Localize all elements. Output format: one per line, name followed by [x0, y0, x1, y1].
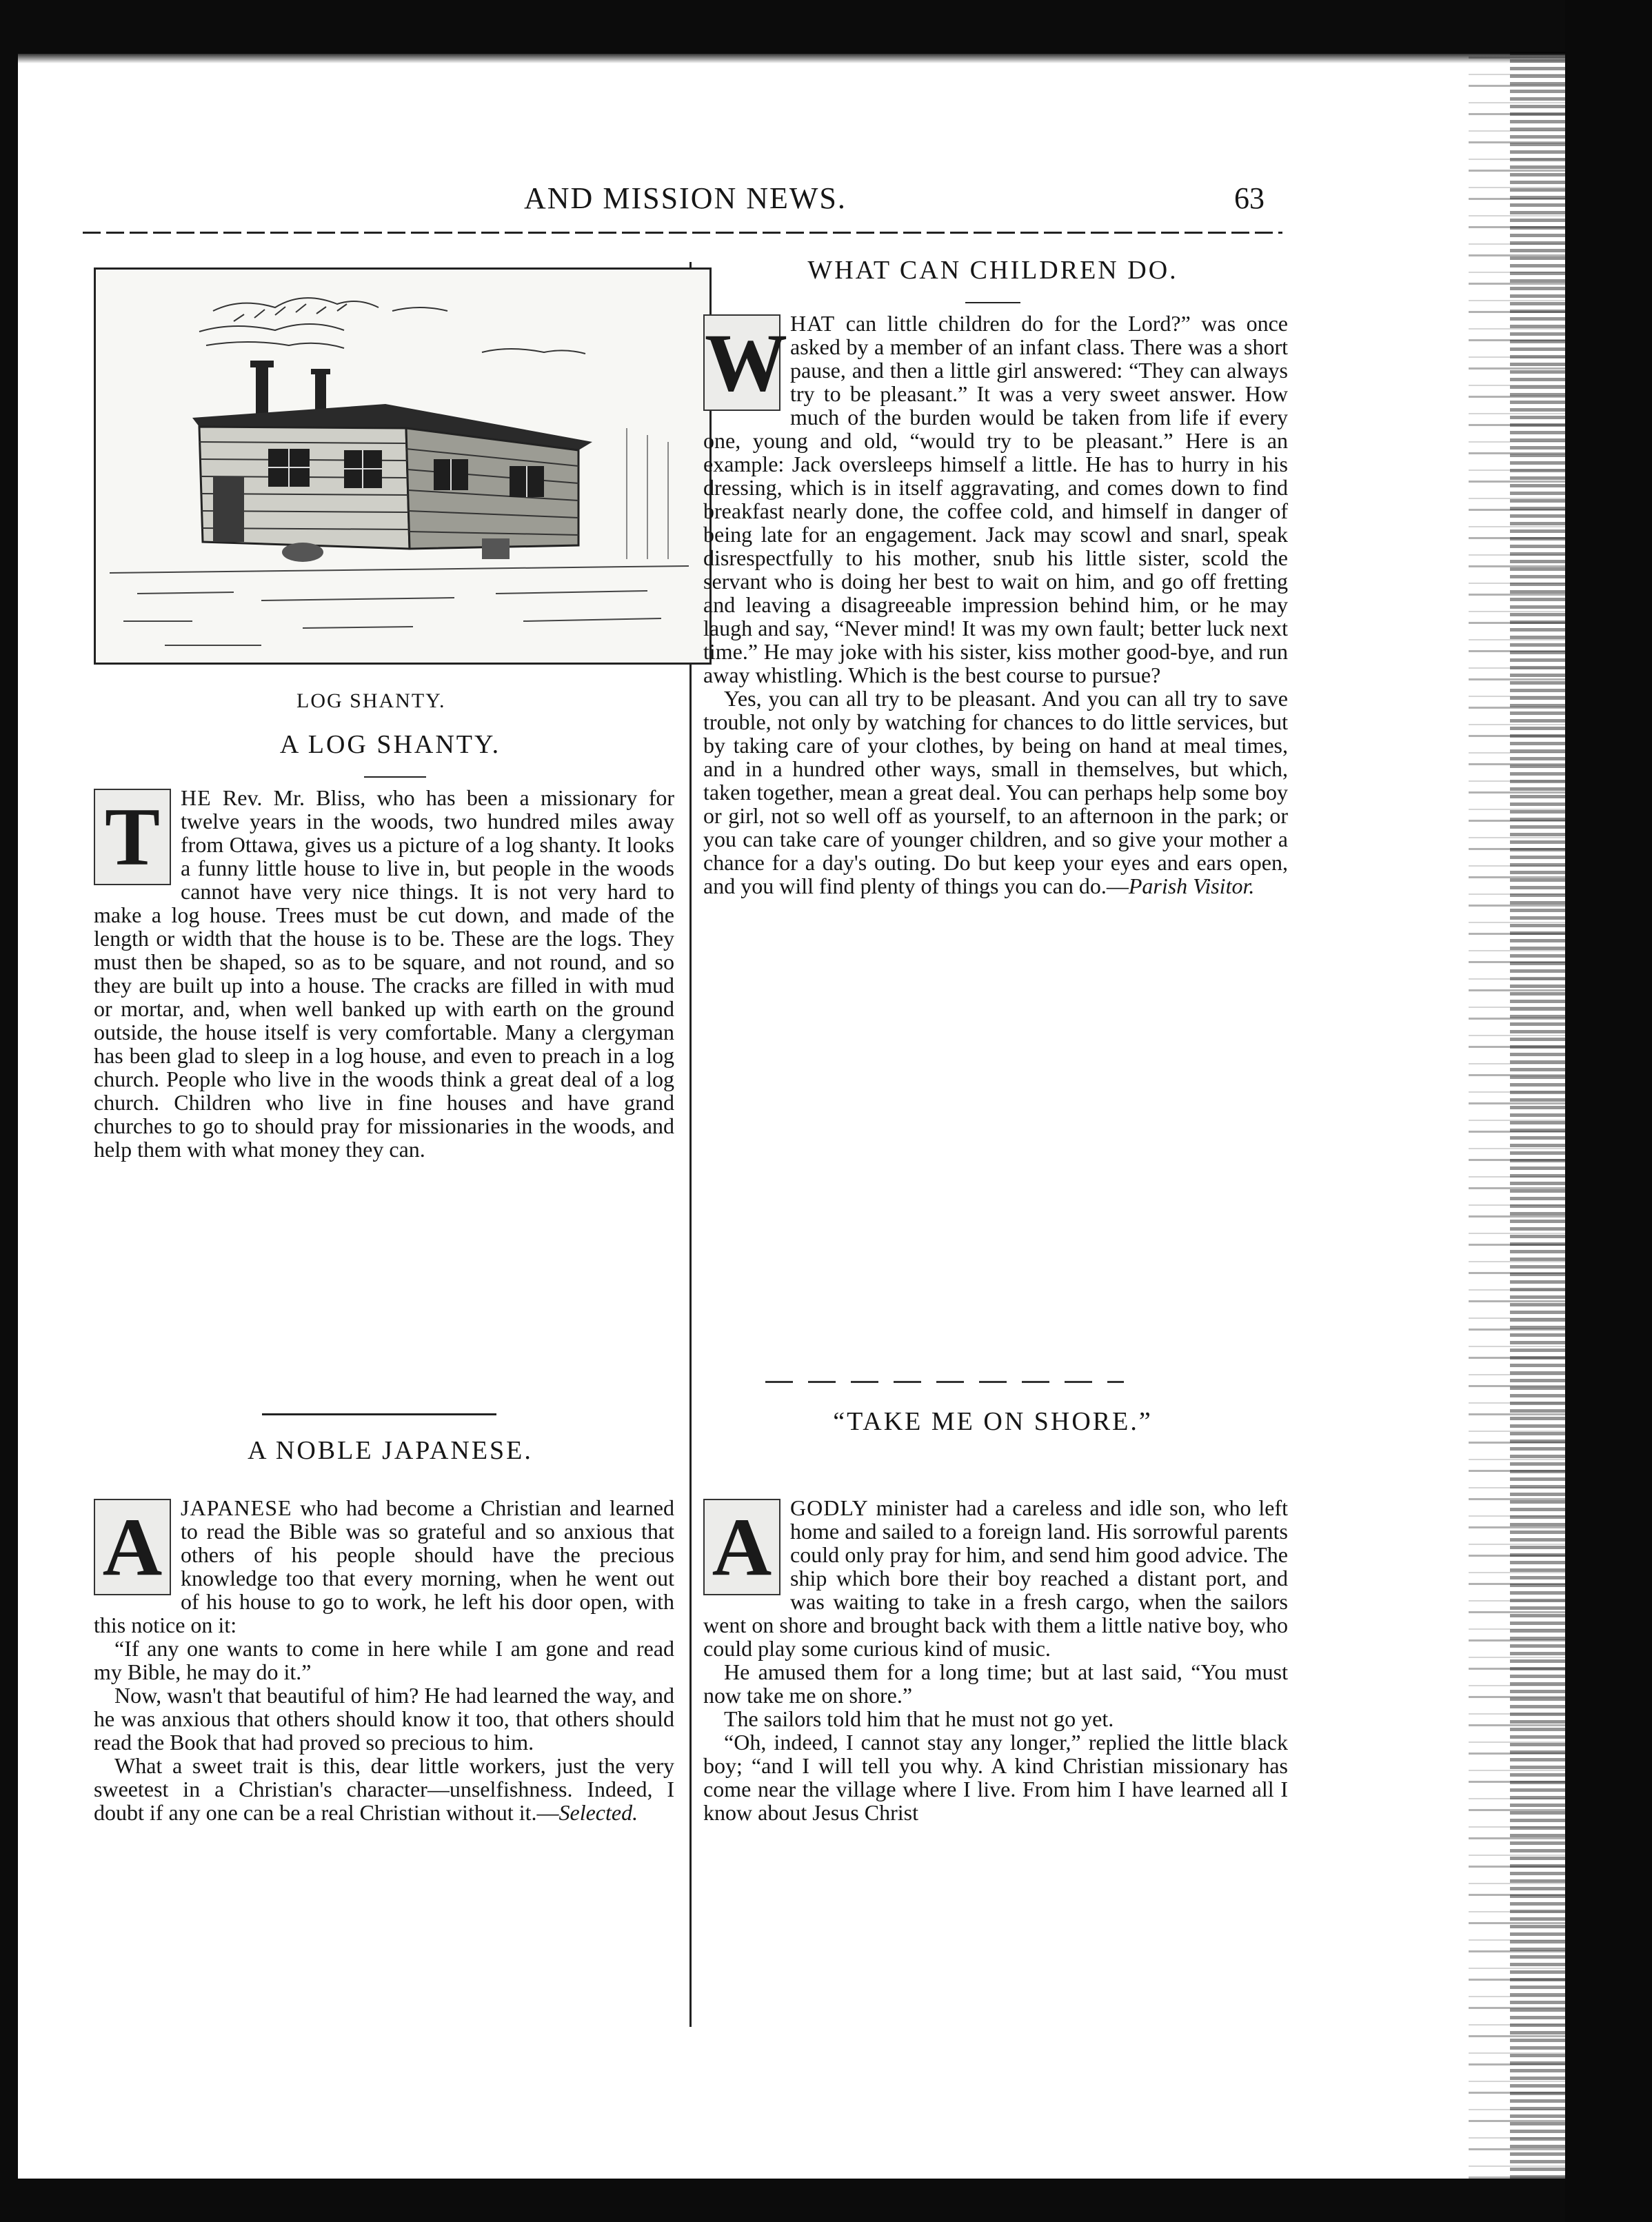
take-me-on-shore-lead-word: GODLY [790, 1495, 869, 1520]
running-title: AND MISSION NEWS. [524, 181, 847, 215]
take-me-on-shore-paragraph-1: minister had a careless and idle son, who left home and sailed to a foreign land. His sorrowful parents could only pray for him, and send him good advice. The ship which bore their boy reached a distant port, and was waiting to take in a fresh cargo, when the sailors went on shore and brought back with them a little native boy, who could play some curious kind of music. [703, 1495, 1288, 1661]
scan-border-top [0, 0, 1652, 54]
ground-hatching [110, 566, 689, 645]
noble-japanese-paragraph-1: who had become a Christian and learned to read the Bible was so grateful and so anxious that others of his people should have the precious knowledge too that every morning, when he went out of his house to go to work, he left his door open, with this notice on it: [94, 1495, 674, 1637]
page-number: 63 [1234, 181, 1265, 215]
children-do-paragraph-2: Yes, you can all try to be pleasant. And you can all try to save trouble, not only by watching for chances to do little services, but by taking care of your clothes, by being on hand at meal times, and in a hundred other ways, small in themselves, but which, taken together, mean a great deal. You can perhaps help some boy or girl, not so well off as yourself, to an afternoon in the park; or you can take care of younger children, and so give your mother a chance for a day's outing. Do but keep your eyes and ears open, and you will find plenty of things you can do.— [703, 686, 1288, 898]
drop-cap-a-right: A [703, 1499, 780, 1595]
scan-border-bottom [0, 2179, 1652, 2222]
scan-border-top-shadow [0, 54, 1652, 63]
take-me-on-shore-paragraph-2: He amused them for a long time; but at last said, “You must now take me on shore.” [703, 1659, 1288, 1708]
noble-japanese-paragraph-3: Now, wasn't that beautiful of him? He had learned the way, and he was anxious that others should know it too, that others should read the Book that had proved so precious to him. [94, 1683, 674, 1755]
children-do-attribution: Parish Visitor. [1128, 873, 1255, 898]
children-do-article [703, 312, 1288, 898]
take-me-on-shore-paragraph-3: The sailors told him that he must not go yet. [724, 1706, 1114, 1731]
noble-japanese-lead-word: JAPANESE [181, 1495, 292, 1520]
children-do-title-rule [965, 302, 1020, 303]
door [213, 476, 244, 542]
log-shanty-title: A LOG SHANTY. [279, 730, 501, 759]
log-shanty-article [94, 786, 674, 1161]
scan-border-right [1565, 0, 1652, 2222]
log-shanty-illustration [94, 267, 712, 665]
scan-bleedthrough-dense [1510, 48, 1565, 2179]
children-do-lead-word: HAT [790, 311, 836, 336]
noble-japanese-article [94, 1496, 674, 1824]
noble-japanese-paragraph-4: What a sweet trait is this, dear little workers, just the very sweetest in a Christian's character—unselfishness. Indeed, I doubt if any one can be a real Christian without it.— [94, 1753, 674, 1825]
log-shanty-paragraph-1: Rev. Mr. Bliss, who has been a missionary for twelve years in the woods, two hundred miles away from Ottawa, gives us a picture of a log shanty. It looks a funny little house to live in, but people in the woods cannot have very nice things. It is not very hard to make a log house. Trees must be cut down, and made of the length or width that the house is to be. These are the logs. They must then be shaped, so as to be square, and not round, and so they are built up into a house. The cracks are filled in with mud or mortar, and, when well banked up with earth on the ground outside, the house itself is very comfortable. Many a clergyman has been glad to sleep in a log house, and even to preach in a log church. People who live in the woods think a great deal of a log church. Children who live in fine houses and have grand churches to go to should pray for missionaries in the woods, and help them with what money they can. [94, 785, 674, 1162]
take-me-on-shore-title: “TAKE ME ON SHORE.” [833, 1407, 1153, 1436]
trees-right [627, 428, 668, 559]
children-do-title: WHAT CAN CHILDREN DO. [807, 256, 1178, 285]
take-me-on-shore-paragraph-4: “Oh, indeed, I cannot stay any longer,” replied the little black boy; “and I will tell you why. A kind Christian missionary has come near the village where I live. From him I have learned all I know about Jesus Christ [703, 1730, 1288, 1825]
drop-cap-a: A [94, 1499, 171, 1595]
scan-border-left [0, 0, 18, 2222]
header-rule [83, 232, 1282, 234]
children-do-paragraph-1: can little children do for the Lord?” was once asked by a member of an infant class. There was a short pause, and then a little girl answered: “They can always try to be pleasant.” It was a very sweet answer. How much of the burden would be taken from life if every one, young and old, “would try to be pleasant.” Here is an example: Jack oversleeps himself a little. He has to hurry in his dressing, which is in itself aggravating, and comes down to find breakfast nearly done, the coffee cold, and himself in danger of being late for an engagement. Jack may scowl and snarl, speak disrespectfully to his mother, snub his little sister, scold the servant who is doing her best to wait on him, and go off fretting and leaving a disagreeable impression behind him, or he may laugh and say, “Never mind! It was my own fault; better luck next time.” He may joke with his sister, kiss mother good-bye, and run away whistling. Which is the best course to pursue? [703, 311, 1288, 687]
chimneys [250, 361, 330, 414]
log-shanty-engraving [96, 270, 709, 663]
sky-hatching [199, 298, 585, 354]
take-me-on-shore-article [703, 1496, 1288, 1824]
log-shanty-lead-word: HE [181, 785, 212, 810]
log-shanty-title-rule [364, 776, 426, 778]
section-separator-right [765, 1381, 1124, 1383]
noble-japanese-paragraph-2: “If any one wants to come in here while I am gone and read my Bible, he may do it.” [94, 1636, 674, 1684]
illustration-caption: LOG SHANTY. [296, 689, 446, 712]
noble-japanese-title: A NOBLE JAPANESE. [248, 1436, 533, 1465]
drop-cap-w: W [703, 314, 780, 411]
noble-japanese-attribution: Selected. [558, 1800, 638, 1825]
drop-cap-t: T [94, 789, 171, 885]
section-separator-left [262, 1413, 496, 1415]
